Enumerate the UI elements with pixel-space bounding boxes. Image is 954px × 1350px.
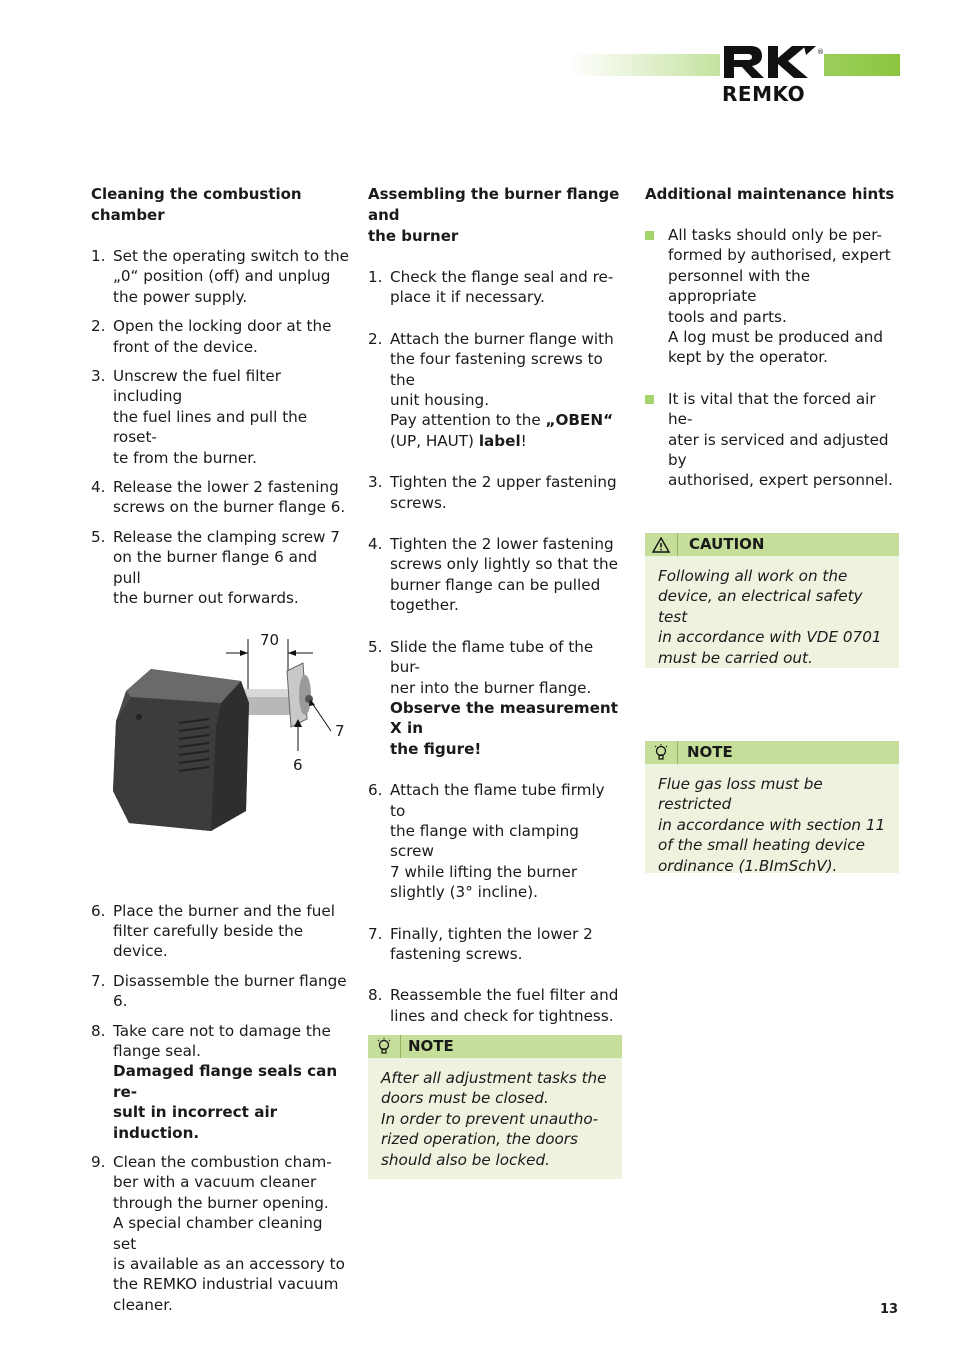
note-header	[645, 741, 899, 764]
callout-label-6: 6	[293, 755, 303, 774]
caution-box	[645, 533, 899, 668]
column-hints	[645, 184, 901, 512]
bullet-square-icon	[645, 231, 654, 240]
list-item: 3. Unscrew the fuel filter including the fuel lines and pull the roset- te from the burner.	[91, 367, 308, 467]
column-cleaning	[91, 184, 349, 1324]
note-title: NOTE	[687, 743, 733, 761]
page-number: 13	[880, 1302, 899, 1317]
registered-mark: ®	[817, 48, 824, 56]
cleaning-steps-list	[91, 246, 349, 609]
column-assembling	[368, 184, 624, 1047]
list-item: 6. Attach the flame tube firmly to the flange with clamping screw 7 while lifting the burner slightly (3° incline).	[368, 781, 605, 902]
list-item: 7. Finally, tighten the lower 2 fastening screws.	[368, 924, 593, 963]
cleaning-steps-list-continued	[91, 901, 349, 1316]
burner-figure	[91, 631, 349, 861]
caution-header	[645, 533, 899, 556]
remko-logo-mark	[720, 42, 824, 82]
list-item: 9. Clean the combustion cham- ber with a vacuum cleaner through the burner opening. A special chamber cleaning set is available as an accessory to the REMKO industrial vacuum cleaner.	[91, 1152, 345, 1314]
hints-list	[645, 225, 901, 491]
list-item: 6. Place the burner and the fuel filter carefully beside the device.	[91, 901, 335, 961]
note-box-doors	[368, 1035, 622, 1179]
note-body: After all adjustment tasks the doors must be closed. In order to prevent unautho- rized operation, the doors should also be locked.	[381, 1069, 607, 1169]
caution-body: Following all work on the device, an electrical safety test in accordance with VDE 0701 must be carried out.	[658, 567, 882, 667]
note-title: NOTE	[408, 1037, 454, 1055]
list-item: 4. Release the lower 2 fastening screws on the burner flange 6.	[91, 478, 346, 517]
list-item: 1. Set the operating switch to the „0“ position (off) and unplug the power supply.	[91, 247, 349, 306]
warning-triangle-icon	[645, 533, 678, 556]
list-item: 5. Release the clamping screw 7 on the burner flange 6 and pull the burner out forwards.	[91, 527, 340, 608]
list-item: 4. Tighten the 2 lower fastening screws only lightly so that the burner flange can be pulled together.	[368, 535, 618, 615]
list-item: 2. Attach the burner flange with the four fastening screws to the unit housing. Pay attention to the „OBEN“ (UP, HAUT) label!	[368, 329, 614, 450]
caution-title: CAUTION	[689, 535, 765, 553]
lightbulb-icon	[645, 741, 678, 764]
heading-cleaning: Cleaning the combustion chamber	[91, 185, 302, 224]
list-item: 7. Disassemble the burner flange 6.	[91, 971, 347, 1011]
dimension-label-70: 70	[260, 630, 280, 649]
burner-illustration	[91, 631, 349, 861]
list-item: 8. Take care not to damage the flange seal. Damaged flange seals can re- sult in incorrect air induction.	[91, 1021, 338, 1142]
heading-hints: Additional maintenance hints	[645, 185, 895, 203]
list-item: All tasks should only be per- formed by authorised, expert personnel with the appropriate tools and parts. A log must be produced and kept by the operator.	[645, 225, 901, 368]
note-box-flue-gas	[645, 741, 899, 873]
assembling-steps-list	[368, 267, 624, 1026]
list-item: 5. Slide the flame tube of the bur- ner into the burner flange. Observe the measurement X in the figure!	[368, 637, 618, 758]
bullet-square-icon	[645, 395, 654, 404]
note-header	[368, 1035, 622, 1058]
list-item: 3. Tighten the 2 upper fastening screws.	[368, 473, 617, 512]
heading-assembling: Assembling the burner flange and the burner	[368, 185, 620, 245]
remko-logo-text: REMKO	[722, 82, 806, 106]
callout-label-7: 7	[335, 721, 345, 740]
list-item: 1. Check the flange seal and re- place it if necessary.	[368, 268, 614, 307]
note-body: Flue gas loss must be restricted in accordance with section 11 of the small heating device ordinance (1.BImSchV).	[658, 775, 886, 875]
list-item: 2. Open the locking door at the front of the device.	[91, 317, 332, 356]
list-item: It is vital that the forced air he- ater is serviced and adjusted by authorised, expert personnel.	[645, 389, 901, 491]
lightbulb-icon	[368, 1035, 401, 1058]
list-item: 8. Reassemble the fuel filter and lines and check for tightness.	[368, 986, 619, 1025]
